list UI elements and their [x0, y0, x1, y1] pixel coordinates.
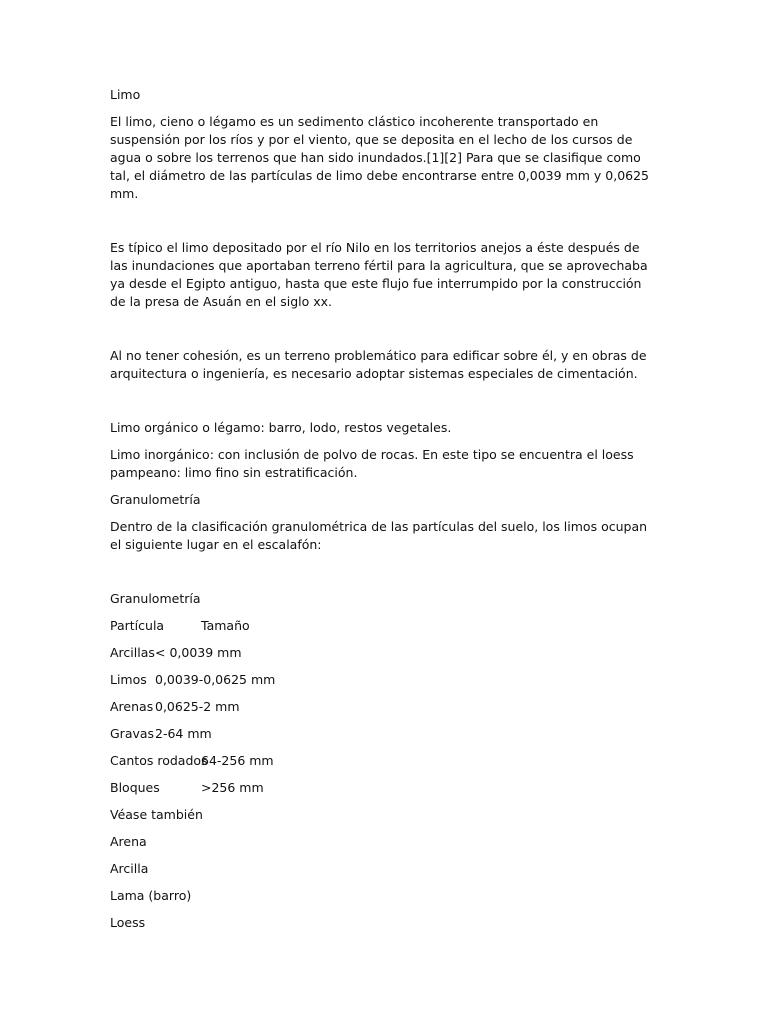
paragraph-inorganic-silt: Limo inorgánico: con inclusión de polvo de rocas. En este tipo se encuentra el loess pampeano: limo fino sin estratificación. [110, 447, 634, 480]
paragraph-classification: Dentro de la clasificación granulométrica de las partículas del suelo, los limos ocupan el siguiente lugar en el escalafón: [110, 519, 648, 552]
table-cell-size: 0,0039-0,0625 mm [155, 672, 276, 687]
see-also-item: Arcilla [110, 861, 149, 876]
paragraph-construction: Al no tener cohesión, es un terreno problemático para edificar sobre él, y en obras de arquitectura o ingeniería, es necesario adoptar sistemas especiales de cimentación. [110, 348, 647, 381]
table-cell-size: 0,0625-2 mm [155, 699, 240, 714]
see-also-item: Arena [110, 834, 147, 849]
table-header-size: Tamaño [201, 618, 250, 633]
table-title [110, 590, 660, 608]
section-heading-granulometria: Granulometría [110, 492, 201, 507]
document-page [110, 86, 660, 941]
paragraph-organic-silt: Limo orgánico o légamo: barro, lodo, restos vegetales. [110, 420, 452, 435]
paragraph-definition: El limo, cieno o légamo es un sedimento clástico incoherente transportado en suspensión por los ríos y por el viento, que se deposita en el lecho de los cursos de agua o sobre los terrenos que han sido inundados.[1][2] Para que se clasifique como tal, el diámetro de las partículas de limo debe encontrarse entre 0,0039 mm y 0,0625 mm. [110, 114, 650, 201]
see-also-item: Lama (barro) [110, 888, 192, 903]
table-row [110, 752, 660, 770]
table-row [110, 779, 660, 797]
document-title: Limo [110, 87, 141, 102]
see-also-item: Loess [110, 915, 146, 930]
see-also-heading: Véase también [110, 807, 203, 822]
table-title-text: Granulometría [110, 591, 201, 606]
table-cell-particle: Gravas [110, 726, 155, 741]
table-row [110, 644, 660, 662]
table-cell-particle: Limos [110, 672, 147, 687]
table-header-particle: Partícula [110, 618, 165, 633]
table-row [110, 671, 660, 689]
paragraph-nile: Es típico el limo depositado por el río Nilo en los territorios anejos a éste después de las inundaciones que aportaban terreno fértil para la agricultura, que se aprovechaba ya desde el Egipto antiguo, hasta que este flujo fue interrumpido por la construcción de la presa de Asuán en el siglo xx. [110, 240, 648, 309]
table-cell-particle: Bloques [110, 780, 160, 795]
table-cell-size: >256 mm [201, 780, 264, 795]
table-cell-particle: Arcillas [110, 645, 155, 660]
table-cell-size: 2-64 mm [155, 726, 212, 741]
granulometry-table [110, 590, 660, 797]
table-row [110, 698, 660, 716]
table-row [110, 725, 660, 743]
table-cell-size: 64-256 mm [201, 753, 274, 768]
table-cell-particle: Cantos rodados [110, 753, 208, 768]
table-header-row [110, 617, 660, 635]
see-also-list [110, 833, 660, 932]
table-cell-size: < 0,0039 mm [155, 645, 242, 660]
table-cell-particle: Arenas [110, 699, 154, 714]
